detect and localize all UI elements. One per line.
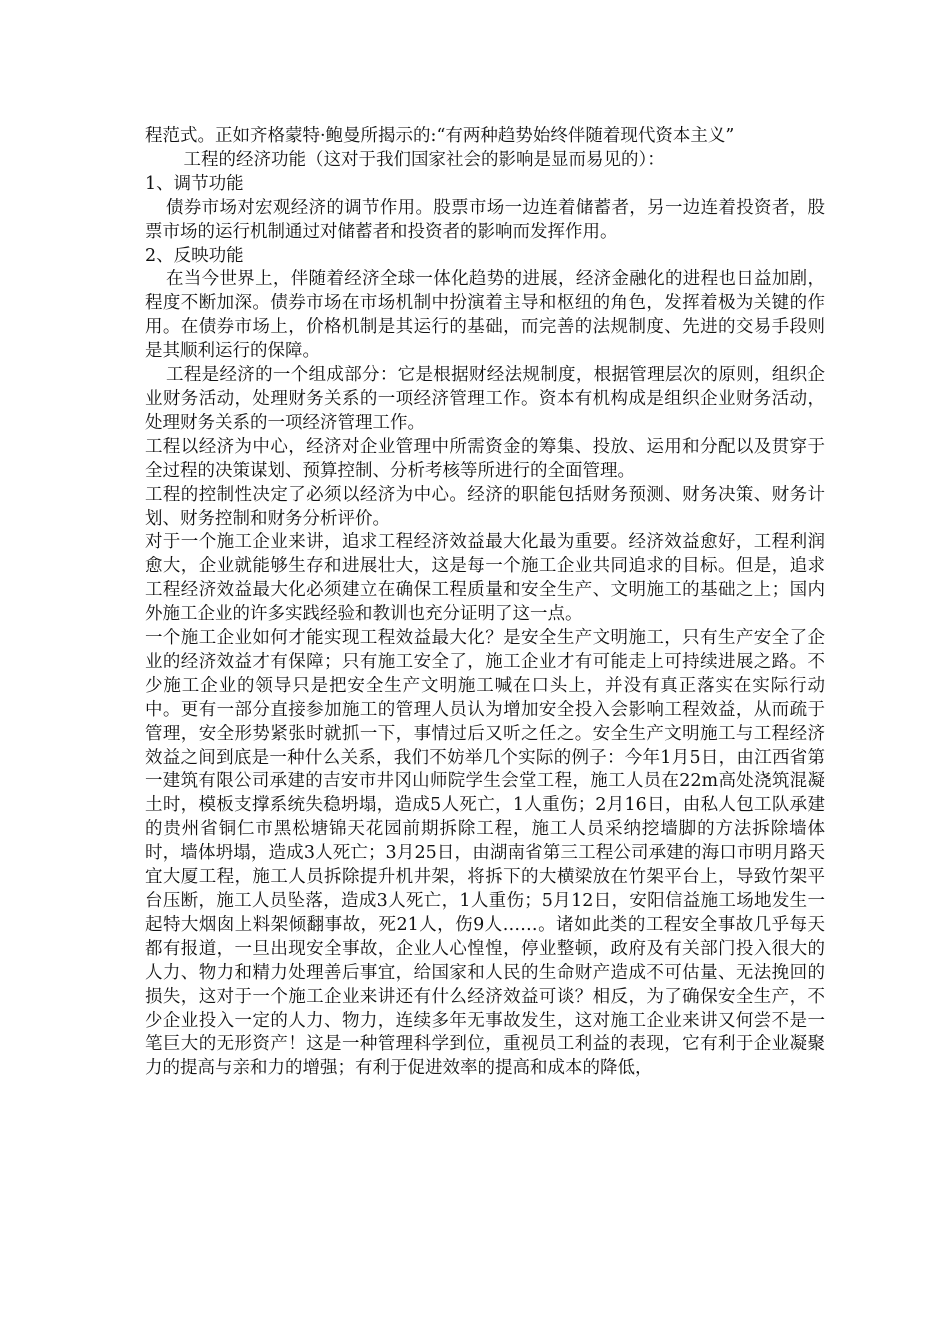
paragraph-safety: 一个施工企业如何才能实现工程效益最大化？是安全生产文明施工，只有生产安全了企业的经济效益才有保障；只有施工安全了，施工企业才有可能走上可持续进展之路。不少施工企业的领导只是把安全生产文明施工喊在口头上，并没有真正落实在实际行动中。更有一部分直接参加施工的管理人员认为增加安全投入会影响工程效益，从而疏于管理，安全形势紧张时就抓一下，事情过后又听之任之。安全生产文明施工与工程经济效益之间到底是一种什么关系，我们不妨举几个实际的例子：今年1月5日，由江西省第一建筑有限公司承建的吉安市井冈山师院学生会堂工程，施工人员在22m高处浇筑混凝土时，模板支撑系统失稳坍塌，造成5人死亡，1人重伤；2月16日，由私人包工队承建的贵州省铜仁市黑松塘锦天花园前期拆除工程，施工人员采纳挖墙脚的方法拆除墙体时，墙体坍塌，造成3人死亡；3月25日，由湖南省第三工程公司承建的海口市明月路天宜大厦工程，施工人员拆除提升机井架，将拆下的大横梁放在竹架平台上，导致竹架平台压断，施工人员坠落，造成3人死亡，1人重伤；5月12日，安阳信益施工场地发生一起特大烟囱上料架倾翻事故，死21人，伤9人……。诸如此类的工程安全事故几乎每天都有报道，一旦出现安全事故，企业人心惶惶，停业整顿，政府及有关部门投入很大的人力、物力和精力处理善后事宜，给国家和人民的生命财产造成不可估量、无法挽回的损失，这对于一个施工企业来讲还有什么经济效益可谈？相反，为了确保安全生产，不少企业投入一定的人力、物力，连续多年无事故发生，这对施工企业来讲又何尝不是一笔巨大的无形资产！这是一种管理科学到位，重视员工利益的表现，它有利于企业凝聚力的提高与亲和力的增强；有利于促进效率的提高和成本的降低，: [145, 628, 825, 1079]
paragraph-control: 工程的控制性决定了必须以经济为中心。经济的职能包括财务预测、财务决策、财务计划、财务控制和财务分析评价。: [145, 484, 825, 529]
paragraph-reflection: 在当今世界上，伴随着经济全球一体化趋势的进展，经济金融化的进程也日益加剧，程度不断加深。债券市场在市场机制中扮演着主导和枢纽的角色，发挥着极为关键的作用。在债券市场上，价格机制是其运行的基础，而完善的法规制度、先进的交易手段则是其顺利运行的保障。: [145, 269, 825, 362]
section-heading-reflection: 2、反映功能: [145, 245, 244, 266]
paragraph-intro: 程范式。正如齐格蒙特·鲍曼所揭示的:“有两种趋势始终伴随着现代资本主义”: [145, 126, 735, 146]
paragraph-benefit: 对于一个施工企业来讲，追求工程经济效益最大化最为重要。经济效益愈好，工程利润愈大，企业就能够生存和进展壮大，这是每一个施工企业共同追求的目标。但是，追求工程经济效益最大化必须建立在确保工程质量和安全生产、文明施工的基础之上；国内外施工企业的许多实践经验和教训也充分证明了这一点。: [145, 532, 825, 625]
paragraph-regulation: 债券市场对宏观经济的调节作用。股票市场一边连着储蓄者，另一边连着投资者，股票市场的运行机制通过对储蓄者和投资者的影响而发挥作用。: [145, 197, 825, 242]
paragraph-economy-center: 工程以经济为中心，经济对企业管理中所需资金的筹集、投放、运用和分配以及贯穿于全过程的决策谋划、预算控制、分析考核等所进行的全面管理。: [145, 436, 825, 481]
paragraph-engineering-part: 工程是经济的一个组成部分：它是根据财经法规制度，根据管理层次的原则，组织企业财务活动，处理财务关系的一项经济管理工作。资本有机构成是组织企业财务活动，处理财务关系的一项经济管理工作。: [145, 365, 825, 433]
section-heading-regulation: 1、调节功能: [145, 173, 244, 194]
paragraph-economic-functions-heading: 工程的经济功能（这对于我们国家社会的影响是显而易见的）：: [183, 149, 665, 170]
document-body: [145, 125, 825, 1081]
